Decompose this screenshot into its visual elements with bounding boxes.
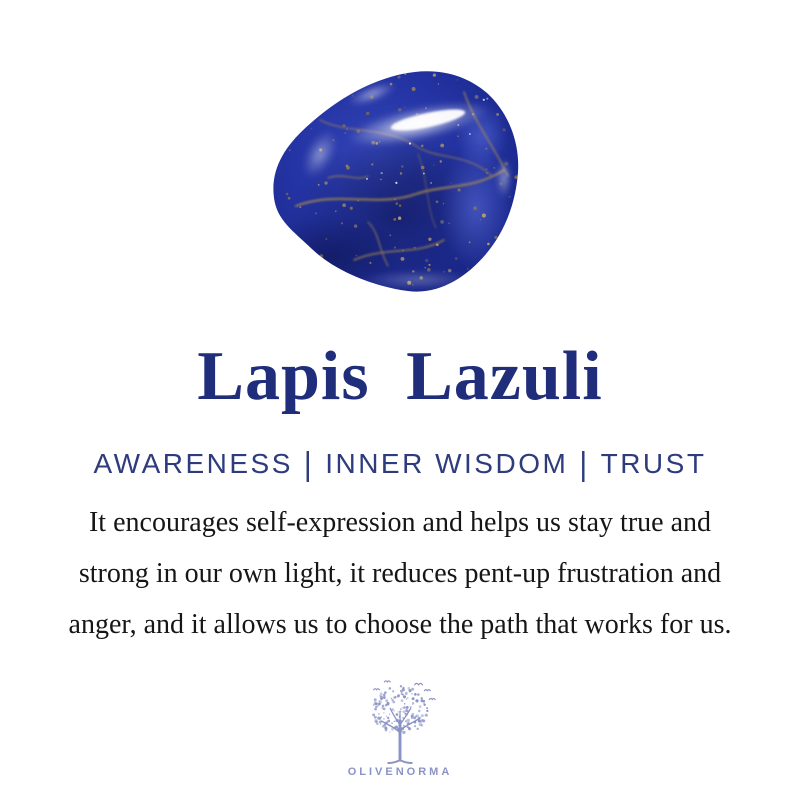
separator-pipe: |: [579, 445, 590, 483]
description-line: strong in our own light, it reduces pent-up frustration and: [78, 558, 722, 589]
page-title: Lapis Lazuli: [197, 338, 603, 415]
lapis-lazuli-stone-photo: [268, 58, 528, 300]
brand-logo: [0, 678, 800, 778]
keyword-inner-wisdom: INNER WISDOM: [325, 448, 569, 479]
stone-image: [268, 58, 528, 300]
description: [0, 497, 800, 650]
keywords-row: [0, 447, 800, 481]
description-line: anger, and it allows us to choose the path that works for us.: [68, 609, 732, 640]
brand-name: OLIVENORMA: [347, 766, 453, 778]
description-line: It encourages self-expression and helps us stay true and: [88, 507, 712, 538]
separator-pipe: |: [303, 445, 315, 483]
keyword-trust: TRUST: [600, 448, 707, 479]
keyword-awareness: AWARENESS: [93, 448, 293, 479]
olive-tree-icon: [358, 678, 442, 764]
